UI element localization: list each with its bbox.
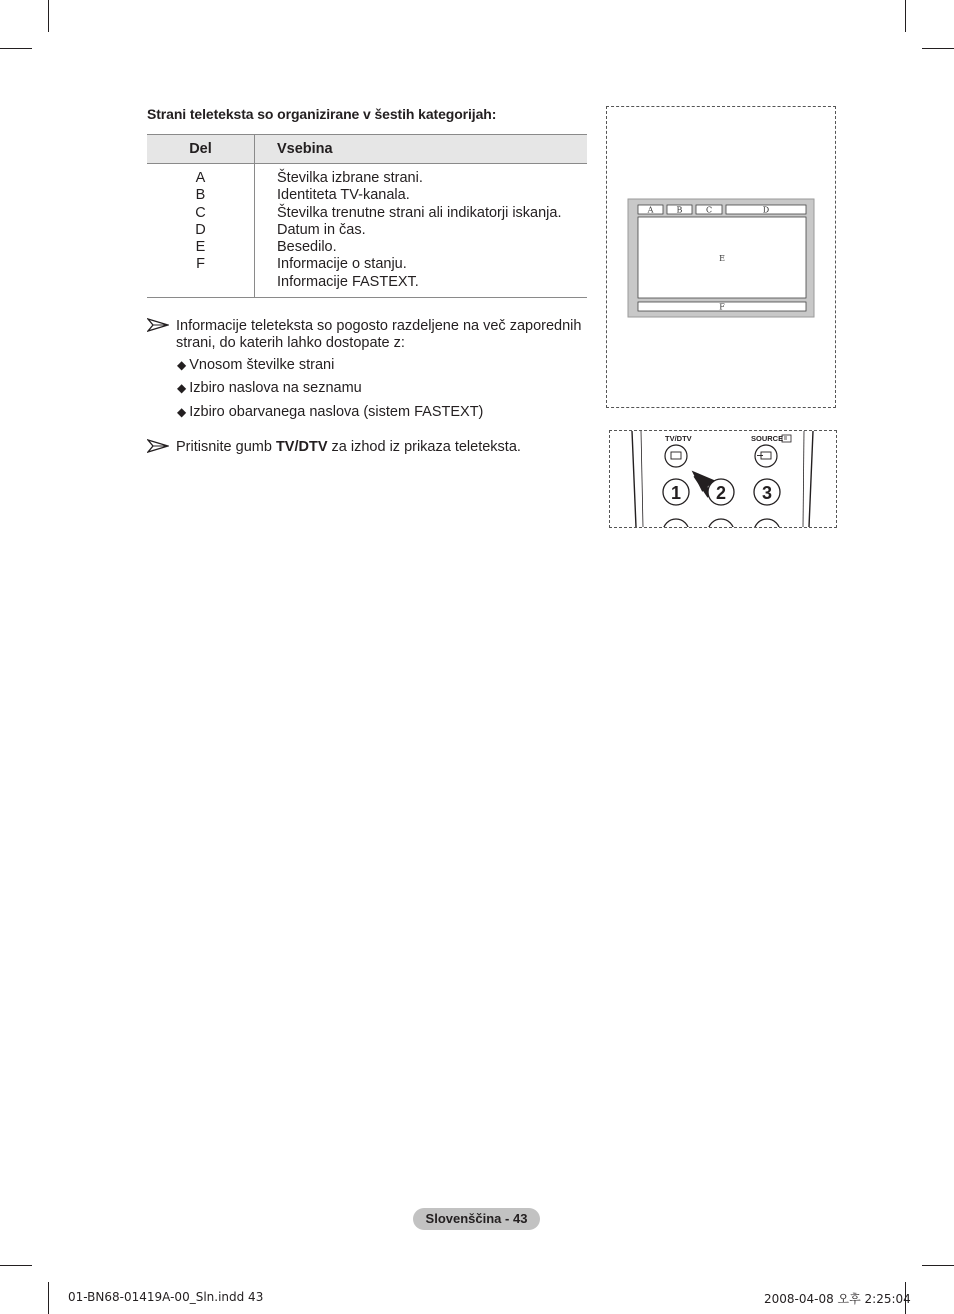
tvdtv-label: TV/DTV [665,434,692,443]
section-heading: Strani teleteksta so organizirane v šestih kategorijah: [147,106,497,122]
part-content: Identiteta TV-kanala. [277,187,410,204]
number-key-2[interactable] [708,479,734,505]
number-key-partial[interactable] [708,519,734,527]
page-number-badge: Slovenščina - 43 [413,1208,540,1230]
diamond-bullet-icon: ◆ [177,381,187,395]
note-exit: Pritisnite gumb TV/DTV za izhod iz prikaza teleteksta. [147,439,597,457]
svg-text:2: 2 [715,483,727,503]
number-key-1[interactable] [663,479,689,505]
teletext-parts-table [147,134,587,298]
arrow-note-icon [147,439,169,453]
part-content: Informacije FASTEXT. [277,273,419,290]
date-slug: 2008-04-08 오후 2:25:04 [764,1292,911,1306]
remote-control-figure [609,430,837,528]
part-content: Številka izbrane strani. [277,170,423,186]
note-info-line: strani, do katerih lahko dostopate z: [176,335,405,351]
diamond-bullet-icon: ◆ [177,358,187,372]
part-letter: E [195,239,206,256]
part-letter: C [195,204,206,221]
part-content: Datum in čas. [277,221,366,238]
part-letter: F [196,256,205,273]
screen-label-a: A [647,205,654,215]
number-key-partial[interactable] [663,519,689,527]
bullet-item: ◆ Vnosom številke strani [177,357,335,373]
screen-label-f: F [719,302,725,312]
tvdtv-button[interactable] [665,445,687,467]
file-slug: 01-BN68-01419A-00_Sln.indd 43 [68,1290,264,1304]
source-label: SOURCE [751,434,784,443]
arrow-note-icon [147,318,169,332]
crop-mark [922,48,954,49]
crop-mark [48,1282,49,1314]
part-letter: D [195,221,206,238]
svg-text:3: 3 [761,483,773,503]
svg-text:1: 1 [670,483,682,503]
source-button[interactable] [755,445,777,467]
column-header-content: Vsebina [255,135,588,164]
number-key-partial[interactable] [754,519,780,527]
part-letters-cell [147,164,255,298]
screen-label-d: D [762,205,770,215]
teletext-screen-diagram [607,107,835,407]
crop-mark [0,1265,32,1266]
screen-label-c: C [705,205,713,215]
number-key-3[interactable] [754,479,780,505]
teletext-screen-figure [606,106,836,408]
crop-mark [0,48,32,49]
crop-mark [905,0,906,32]
note-info [147,318,597,354]
part-letter: A [195,170,206,186]
bullet-item: ◆ Izbiro naslova na seznamu [177,380,362,396]
note-info-line: Informacije teleteksta so pogosto razdeljene na več zaporednih [176,318,582,334]
crop-mark [48,0,49,32]
button-name: TV/DTV [275,439,328,455]
screen-label-b: B [676,205,683,215]
column-header-part: Del [147,135,255,164]
part-contents-cell [255,164,588,298]
part-letter: B [195,187,206,204]
remote-control-diagram [610,431,836,527]
part-content: Številka trenutne strani ali indikatorji iskanja. [277,204,562,221]
crop-mark [922,1265,954,1266]
screen-label-e: E [719,254,725,263]
bullet-item: ◆ Izbiro obarvanega naslova (sistem FASTEXT) [177,404,484,420]
part-content: Informacije o stanju. [277,256,407,273]
part-content: Besedilo. [277,239,337,256]
diamond-bullet-icon: ◆ [177,405,187,419]
source-list-icon [782,435,791,442]
